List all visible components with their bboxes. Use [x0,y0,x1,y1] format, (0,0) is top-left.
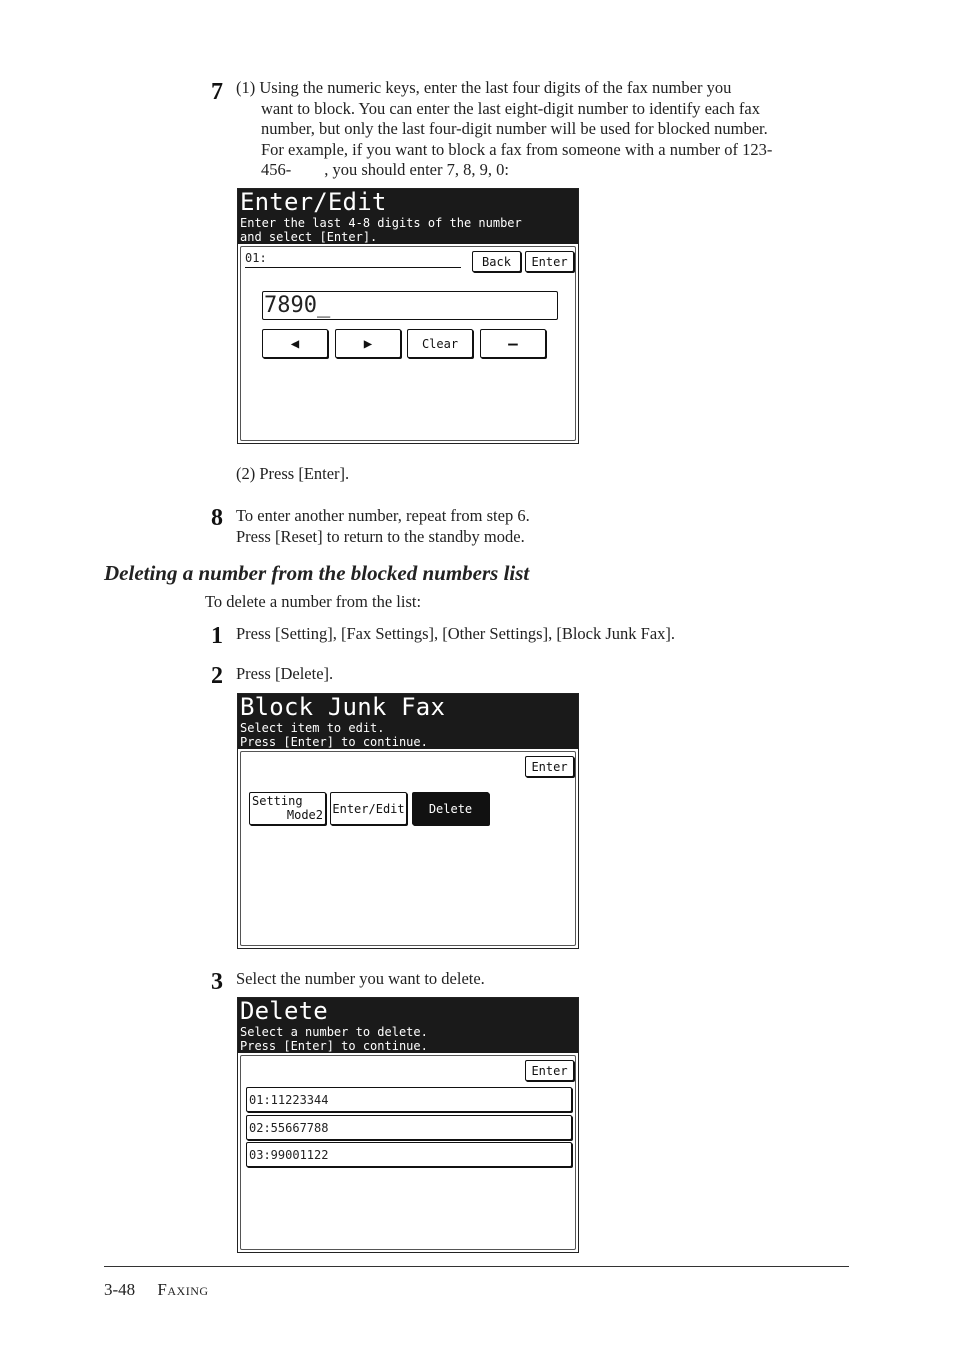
step-7-text [236,78,856,181]
dash-button[interactable]: – [480,329,546,358]
setting-mode2-line-2: Mode2 [286,808,323,822]
blocked-number-row[interactable]: 02:55667788 [246,1115,572,1140]
screen-title: Delete [240,997,328,1025]
screen-subtitle-2: and select [Enter]. [240,230,378,244]
screen-title: Enter/Edit [240,188,387,216]
step-7-substep-2: (2) Press [Enter]. [236,464,350,483]
setting-mode2-button[interactable] [249,792,326,825]
screen-body [240,246,576,441]
step-1-number: 1 [211,623,223,649]
screen-header [238,694,578,749]
step-8-text [236,506,530,547]
section-intro: To delete a number from the list: [205,592,422,611]
enter-button[interactable]: Enter [525,1060,574,1081]
setting-mode2-line-1: Setting [252,794,303,808]
blocked-number-row[interactable]: 01:11223344 [246,1087,572,1112]
cursor-right-button[interactable]: ▶ [335,329,401,358]
step-7-line-4: For example, if you want to block a fax from someone with a number of 123- [261,139,773,159]
enter-button[interactable]: Enter [525,251,574,272]
screen-subtitle-1: Enter the last 4-8 digits of the number [240,216,522,230]
step-2-number: 2 [211,663,223,689]
chapter-name: Faxing [157,1280,209,1299]
step-2-text: Press [Delete]. [236,664,334,683]
block-junk-fax-screen [237,693,579,949]
step-3-number: 3 [211,969,223,995]
step-7-line-1: (1) Using the numeric keys, enter the last four digits of the fax number you [236,78,732,97]
page-number: 3-48 [104,1280,136,1299]
screen-body [240,751,576,946]
screen-subtitle-1: Select item to edit. [240,721,385,735]
step-8-number: 8 [211,505,223,531]
step-3-text: Select the number you want to delete. [236,969,485,988]
enter-edit-screen [237,188,579,444]
screen-header [238,998,578,1053]
back-button[interactable]: Back [472,251,521,272]
step-8-line-1: To enter another number, repeat from step 6. [236,506,530,525]
screen-header [238,189,578,244]
screen-title: Block Junk Fax [240,693,446,721]
blocked-number-row[interactable]: 03:99001122 [246,1142,572,1167]
step-7-line-3: number, but only the last four-digit number will be used for blocked number. [261,119,768,138]
enter-edit-button[interactable]: Enter/Edit [330,792,407,825]
delete-button[interactable]: Delete [412,792,489,825]
footer-rule [104,1266,849,1267]
section-heading: Deleting a number from the blocked numbers list [104,561,530,585]
step-7-number: 7 [211,79,223,105]
number-input[interactable]: 7890_ [262,291,558,320]
step-1-text: Press [Setting], [Fax Settings], [Other Settings], [Block Junk Fax]. [236,624,676,643]
cursor-left-button[interactable]: ◀ [262,329,328,358]
step-8-line-2: Press [Reset] to return to the standby mode. [236,526,525,546]
delete-screen [237,997,579,1253]
screen-subtitle-2: Press [Enter] to continue. [240,1039,428,1053]
clear-button[interactable]: Clear [407,329,473,358]
footer [104,1280,209,1300]
enter-button[interactable]: Enter [525,756,574,777]
slot-label: 01: [245,251,267,265]
step-7-line-5: 456- , you should enter 7, 8, 9, 0: [261,160,509,179]
screen-body [240,1055,576,1250]
screen-subtitle-2: Press [Enter] to continue. [240,735,428,749]
screen-subtitle-1: Select a number to delete. [240,1025,428,1039]
slot-underline [245,267,461,268]
step-7-line-2: want to block. You can enter the last eight-digit number to identify each fax [261,98,760,118]
